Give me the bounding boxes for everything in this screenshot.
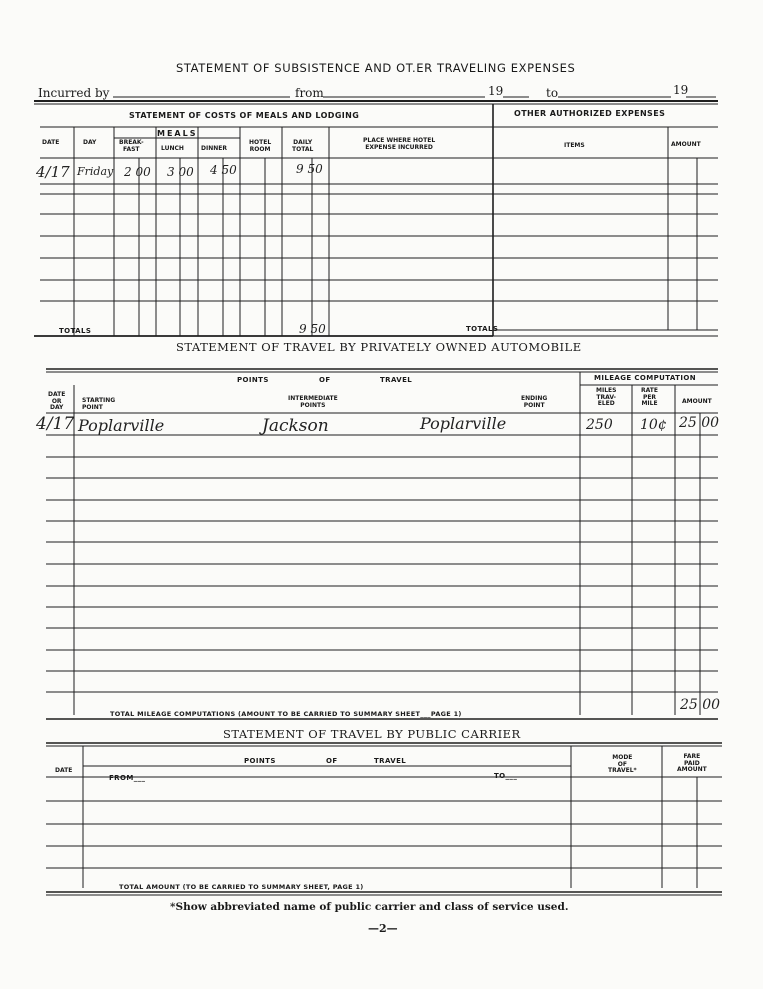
hw-total-mileage: 25 00 [680, 697, 721, 713]
year-prefix-2: 19 [673, 83, 689, 97]
hw-dinner: 4 50 [210, 163, 237, 177]
carrier-section-heading: STATEMENT OF TRAVEL BY PUBLIC CARRIER [223, 727, 521, 741]
hw-miles: 250 [586, 417, 613, 433]
hw-auto-amount: 25 00 [679, 415, 720, 431]
hw-meal-date: 4/17 [36, 163, 70, 181]
incurred-by-label: Incurred by [38, 86, 110, 100]
meals-lodging-heading: STATEMENT OF COSTS OF MEALS AND LODGING [129, 111, 360, 120]
form-title: STATEMENT OF SUBSISTENCE AND OT.ER TRAVELING EXPENSES [176, 61, 576, 75]
col-hotel-room: HOTEL ROOM [249, 139, 272, 153]
mileage-computation-heading: MILEAGE COMPUTATION [594, 374, 696, 382]
hw-intermediate-point: Jackson [262, 416, 329, 436]
auto-travel-word: TRAVEL [380, 376, 413, 384]
carrier-col-mode: MODE OF TRAVEL* [608, 754, 637, 774]
auto-points-word: POINTS [237, 376, 269, 384]
auto-section-heading: STATEMENT OF TRAVEL BY PRIVATELY OWNED AUTOMOBILE [176, 340, 582, 354]
meals-group-label: MEALS [157, 129, 198, 138]
auto-col-intermediate: INTERMEDIATE POINTS [288, 395, 338, 409]
hw-lunch: 3 00 [167, 165, 194, 179]
col-date: DATE [42, 139, 60, 146]
carrier-points-word: POINTS [244, 757, 276, 765]
carrier-of-word: OF [326, 757, 338, 765]
hw-daily-total: 9 50 [296, 162, 323, 176]
hw-auto-date: 4/17 [36, 414, 75, 434]
carrier-to-label: TO___ [494, 772, 518, 780]
carrier-col-date: DATE [55, 767, 73, 774]
auto-col-miles: MILES TRAV- ELED [596, 387, 617, 407]
carrier-col-fare: FARE PAID AMOUNT [677, 753, 707, 773]
hw-starting-point: Poplarville [78, 416, 165, 435]
hw-rate: 10¢ [640, 417, 667, 433]
col-dinner: DINNER [201, 145, 227, 152]
col-place-hotel: PLACE WHERE HOTEL EXPENSE INCURRED [363, 137, 436, 151]
auto-col-rate: RATE PER MILE [641, 387, 658, 407]
auto-col-date: DATE OR DAY [48, 391, 66, 411]
auto-col-ending: ENDING POINT [521, 395, 548, 409]
carrier-travel-word: TRAVEL [374, 757, 407, 765]
hw-ending-point: Poplarville [420, 414, 507, 433]
to-label: to [546, 86, 559, 100]
total-mileage-label: TOTAL MILEAGE COMPUTATIONS (AMOUNT TO BE CARRIED TO SUMMARY SHEET___PAGE 1) [110, 710, 462, 718]
hw-meal-day: Friday [77, 165, 114, 178]
col-breakfast: BREAK- FAST [119, 139, 144, 153]
footnote: *Show abbreviated name of public carrier and class of service used. [170, 901, 569, 913]
col-day: DAY [83, 139, 97, 146]
hw-meals-total: 9 50 [299, 322, 326, 336]
auto-col-starting: STARTING POINT [82, 397, 116, 411]
year-prefix-1: 19 [488, 84, 504, 98]
other-totals-label: TOTALS [466, 325, 499, 333]
col-daily-total: DAILY TOTAL [292, 139, 314, 153]
col-lunch: LUNCH [161, 145, 184, 152]
auto-of-word: OF [319, 376, 331, 384]
carrier-from-label: FROM___ [109, 774, 146, 782]
from-label: from [295, 86, 324, 100]
col-amount: AMOUNT [671, 141, 701, 148]
col-items: ITEMS [564, 142, 585, 149]
meals-totals-label: TOTALS [59, 327, 92, 335]
carrier-total-label: TOTAL AMOUNT (TO BE CARRIED TO SUMMARY SHEET, PAGE 1) [119, 883, 364, 891]
auto-col-amount: AMOUNT [682, 398, 712, 405]
hw-breakfast: 2 00 [124, 165, 151, 179]
page-number: —2— [368, 922, 398, 935]
other-expenses-heading: OTHER AUTHORIZED EXPENSES [514, 109, 666, 118]
